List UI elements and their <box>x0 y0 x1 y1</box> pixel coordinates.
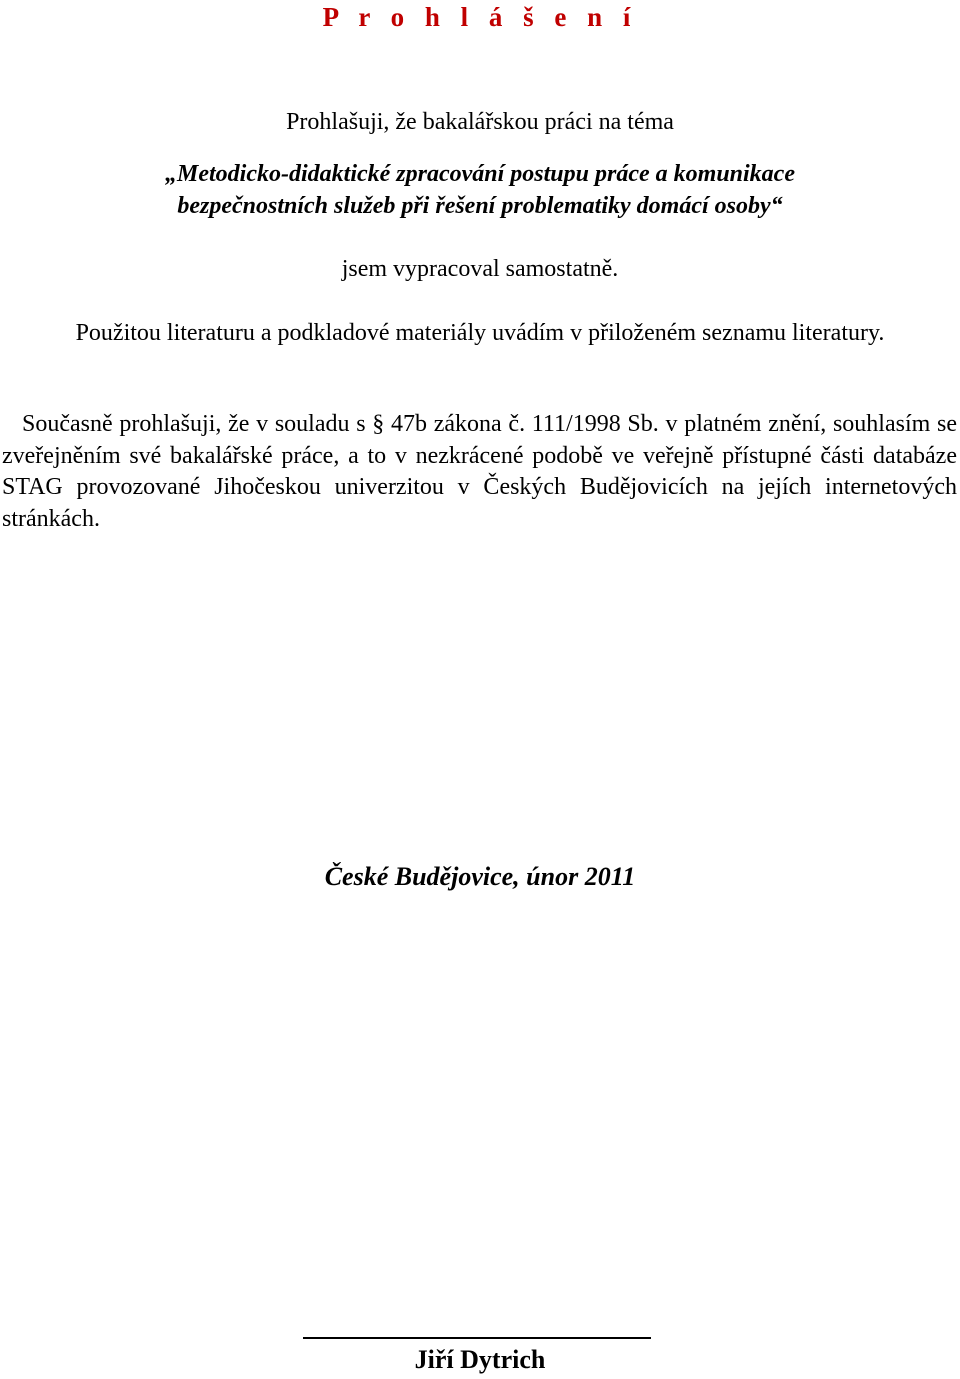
literature-statement: Použitou literaturu a podkladové materiály uvádím v přiloženém seznamu literatury. <box>75 320 885 346</box>
intro-statement: Prohlašuji, že bakalářskou práci na téma <box>286 109 674 135</box>
thesis-title-line-2: bezpečnostních služeb při řešení problematiky domácí osoby“ <box>177 193 783 219</box>
signature-name: Jiří Dytrich <box>414 1345 546 1374</box>
place-and-date: České Budějovice, únor 2011 <box>324 862 636 891</box>
signature-line <box>303 1337 651 1339</box>
self-made-statement: jsem vypracoval samostatně. <box>341 256 619 282</box>
thesis-title <box>0 158 960 222</box>
thesis-title-line-1: „Metodicko-didaktické zpracování postupu práce a komunikace <box>165 161 795 187</box>
publication-consent-text: Současně prohlašuji, že v souladu s § 47b zákona č. 111/1998 Sb. v platném znění, souhlasím se zveřejněním své bakalářské práce, a to v nezkrácené podobě ve veřejně přístupné části databáze STAG provozované Jihočeskou univerzitou v Českých Budějovicích na jejích internetových stránkách. <box>2 411 957 532</box>
publication-consent <box>2 409 957 535</box>
page-heading: P r o h l á š e n í <box>322 2 638 32</box>
